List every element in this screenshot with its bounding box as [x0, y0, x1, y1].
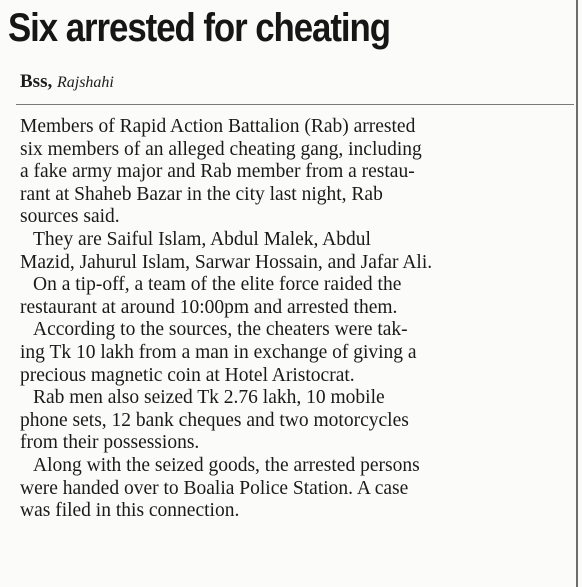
article-paragraph: [20, 229, 576, 274]
paragraph-line: According to the sources, the cheaters were tak-: [33, 319, 408, 341]
byline-agency: Bss,: [20, 71, 53, 92]
paragraph-line: restaurant at around 10:00pm and arrested them.: [20, 296, 398, 318]
paragraph-line: Rab men also seized Tk 2.76 lakh, 10 mobile: [33, 387, 385, 409]
article-headline: Six arrested for cheating: [8, 6, 390, 50]
article-paragraph: [20, 319, 576, 387]
paragraph-line: ing Tk 10 lakh from a man in exchange of giving a: [20, 341, 417, 363]
paragraph-line: They are Saiful Islam, Abdul Malek, Abdul: [33, 228, 371, 250]
article-paragraph: [20, 116, 576, 229]
paragraph-line: were handed over to Boalia Police Station. A case: [20, 477, 409, 499]
paragraph-line: a fake army major and Rab member from a restau-: [20, 161, 415, 183]
article-paragraph: [20, 274, 576, 319]
paragraph-line: Along with the seized goods, the arrested persons: [33, 454, 420, 476]
article-byline: [20, 70, 114, 95]
paragraph-line: rant at Shaheb Bazar in the city last night, Rab: [20, 183, 383, 205]
paragraph-line: from their possessions.: [20, 432, 200, 454]
byline-location: Rajshahi: [56, 74, 114, 91]
article-paragraph: [20, 455, 576, 523]
column-rule: [576, 0, 578, 587]
article-body: [20, 116, 576, 523]
paragraph-line: precious magnetic coin at Hotel Aristocrat.: [20, 364, 355, 386]
paragraph-line: phone sets, 12 bank cheques and two motorcycles: [20, 409, 409, 431]
paragraph-line: was filed in this connection.: [20, 500, 240, 522]
paragraph-line: six members of an alleged cheating gang, including: [20, 138, 422, 160]
paragraph-line: Mazid, Jahurul Islam, Sarwar Hossain, and Jafar Ali.: [20, 251, 433, 273]
paragraph-line: sources said.: [20, 206, 120, 228]
paragraph-line: On a tip-off, a team of the elite force raided the: [33, 274, 402, 296]
paragraph-line: Members of Rapid Action Battalion (Rab) arrested: [20, 116, 416, 137]
article-paragraph: [20, 387, 576, 455]
byline-divider: [16, 104, 574, 105]
